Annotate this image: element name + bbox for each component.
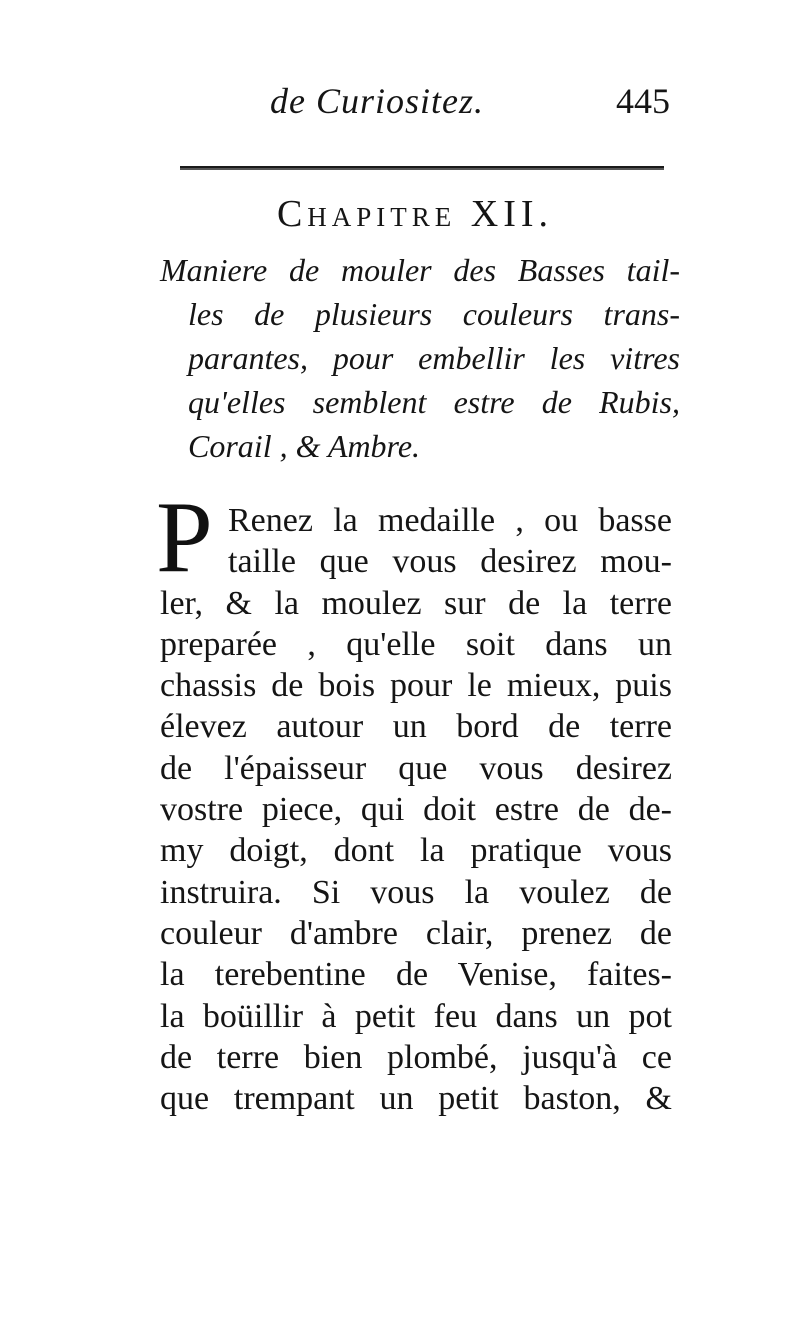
subtitle-line: Maniere de mouler des Basses tail-	[160, 252, 680, 288]
drop-cap: P	[156, 481, 213, 594]
body-line: la terebentine de Venise, faites-	[160, 956, 672, 994]
header-rule	[180, 166, 664, 168]
subtitle-line: Corail , & Ambre.	[188, 428, 421, 464]
body-line: ler, & la moulez sur de la terre	[160, 584, 672, 622]
chapter-subtitle	[160, 248, 680, 468]
running-title: de Curiositez.	[270, 81, 485, 121]
subtitle-line: les de plusieurs couleurs trans-	[188, 296, 680, 332]
subtitle-line: parantes, pour embellir les vitres	[188, 340, 680, 376]
body-line: instruira. Si vous la voulez de	[160, 873, 672, 911]
body-line: la boüillir à petit feu dans un pot	[160, 997, 672, 1035]
body-line: chassis de bois pour le mieux, puis	[160, 667, 672, 705]
body-line: élevez autour un bord de terre	[160, 708, 672, 746]
body-text	[160, 500, 672, 1119]
body-line: preparée , qu'elle soit dans un	[160, 625, 672, 663]
body-line: taille que vous desirez mou-	[228, 543, 672, 581]
chapter-heading: Chapitre XII.	[276, 193, 554, 235]
subtitle-line: qu'elles semblent estre de Rubis,	[188, 384, 680, 420]
body-line: Renez la medaille , ou basse	[228, 502, 672, 539]
running-head	[160, 80, 670, 130]
body-line: de l'épaisseur que vous desirez	[160, 749, 672, 787]
body-line: que trempant un petit baston, &	[160, 1080, 672, 1118]
body-line: de terre bien plombé, jusqu'à ce	[160, 1038, 672, 1076]
body-line: vostre piece, qui doit estre de de-	[160, 791, 672, 829]
body-line: my doigt, dont la pratique vous	[160, 832, 672, 870]
body-line: couleur d'ambre clair, prenez de	[160, 914, 672, 952]
page-number: 445	[616, 81, 670, 121]
